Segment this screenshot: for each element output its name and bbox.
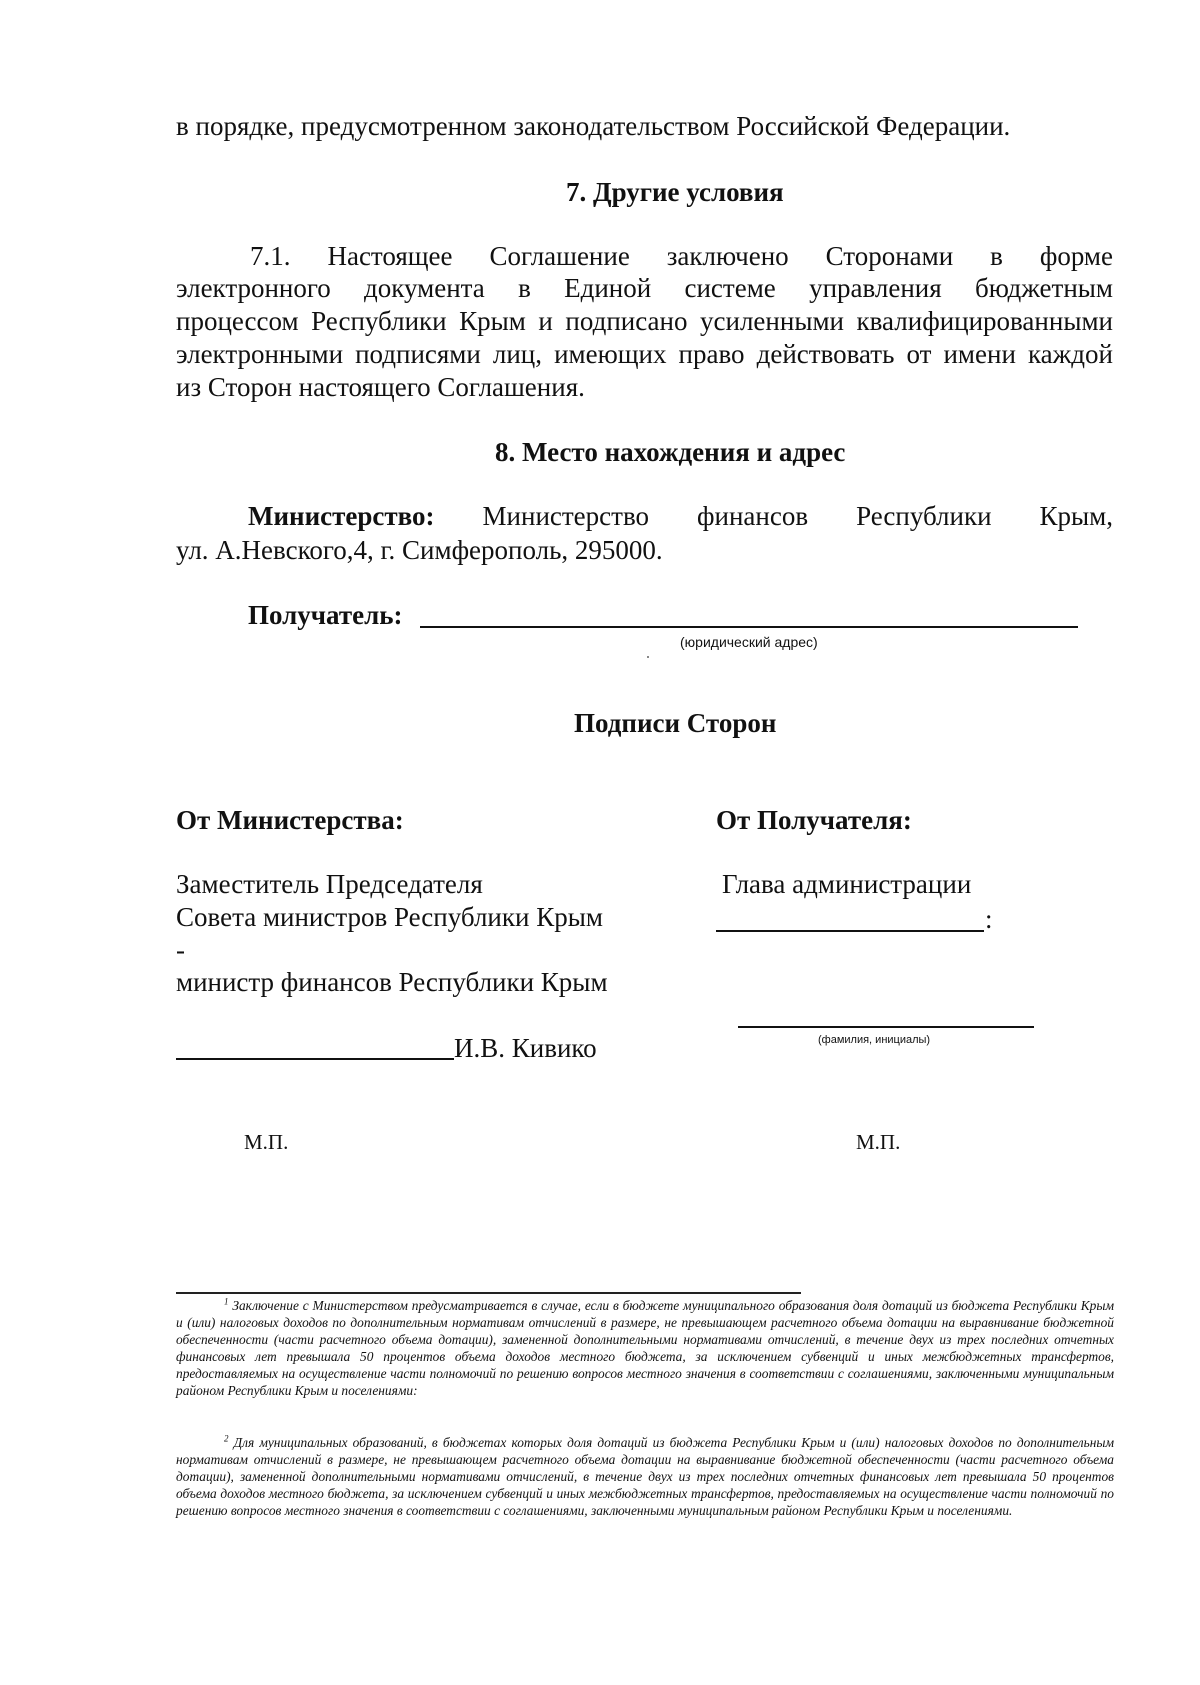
footnote-1 [176,1297,1114,1399]
ministry-signer-title-2: Совета министров Республики Крым [176,902,603,932]
footnote-1-mark: 1 [224,1296,229,1307]
recipient-address-line [420,626,1078,628]
ministry-signature-header: От Министерства: [176,805,404,835]
recipient-signature-line [716,930,984,932]
scan-speck [647,656,649,658]
ministry-signer-dash: - [176,935,185,965]
ministry-signatory-name: И.В. Кивико [454,1033,597,1063]
ministry-seal-place: М.П. [244,1130,289,1154]
recipient-signature-colon: : [985,904,993,934]
recipient-name-caption: (фамилия, инициалы) [818,1034,931,1046]
ministry-address-line-1 [248,500,1113,532]
footnote-separator [176,1292,801,1294]
section-7-heading: 7. Другие условия [566,177,784,207]
paragraph-7-1-line-5: из Сторон настоящего Соглашения. [176,372,585,402]
ministry-name: Министерство финансов Республики Крым, [482,501,1113,531]
paragraph-7-1-line-1: 7.1. Настоящее Соглашение заключено Сторонами в форме [250,241,1113,271]
intro-line: в порядке, предусмотренном законодательством Российской Федерации. [176,111,1011,141]
recipient-address-caption: (юридический адрес) [680,634,818,650]
ministry-signer-title-1: Заместитель Председателя [176,869,483,899]
recipient-signature-header: От Получателя: [716,805,912,835]
recipient-signer-title: Глава администрации [722,869,972,899]
footnote-2 [176,1434,1114,1519]
ministry-address-line-2: ул. А.Невского,4, г. Симферополь, 295000. [176,535,663,565]
section-8-heading: 8. Место нахождения и адрес [495,437,846,467]
recipient-name-line [738,1026,1034,1028]
recipient-seal-place: М.П. [856,1130,901,1154]
footnote-1-text: Заключение с Министерством предусматривается в случае, если в бюджете муниципального образования доля дотаций из бюджета Республики Крым и (или) налоговых доходов по дополнительным нормативам отчислений в размере, не превышающем расчетного объема дотации на выравнивание бюджетной обеспеченности (части расчетного объема дотации), замененной дополнительными нормативами отчислений, в течение двух из трех последних отчетных финансовых лет превышала 50 процентов объема доходов местного бюджета, за исключением субвенций и иных межбюджетных трансфертов, предоставляемых на осуществление части полномочий по решению вопросов местного значения в соответствии с соглашениями, заключенными муниципальным районом Республики Крым и поселениями: [176,1298,1114,1398]
recipient-label: Получатель: [248,600,403,630]
footnote-2-text: Для муниципальных образований, в бюджетах которых доля дотаций из бюджета Республики Крым и (или) налоговых доходов по дополнительным нормативам отчислений в размере, не превышающем расчетного объема дотации на выравнивание бюджетной обеспеченности (части расчетного объема дотации), замененной дополнительными нормативами отчислений, в течение двух из трех последних отчетных финансовых лет превышала 50 процентов объема доходов местного бюджета, за исключением субвенций и иных межбюджетных трансфертов, предоставляемых на осуществление части полномочий по решению вопросов местного значения в соответствии с соглашениями, заключенными муниципальным районом Республики Крым и поселениями. [176,1435,1114,1518]
ministry-signer-title-3: министр финансов Республики Крым [176,967,608,997]
paragraph-7-1-line-3: процессом Республики Крым и подписано усиленными квалифицированными [176,306,1113,336]
ministry-label: Министерство: [248,501,435,531]
signatures-heading: Подписи Сторон [574,708,777,738]
ministry-signature-line [176,1058,454,1060]
paragraph-7-1-line-2: электронного документа в Единой системе управления бюджетным [176,273,1113,303]
paragraph-7-1-line-4: электронными подписями лиц, имеющих право действовать от имени каждой [176,339,1113,369]
footnote-2-mark: 2 [224,1433,229,1444]
